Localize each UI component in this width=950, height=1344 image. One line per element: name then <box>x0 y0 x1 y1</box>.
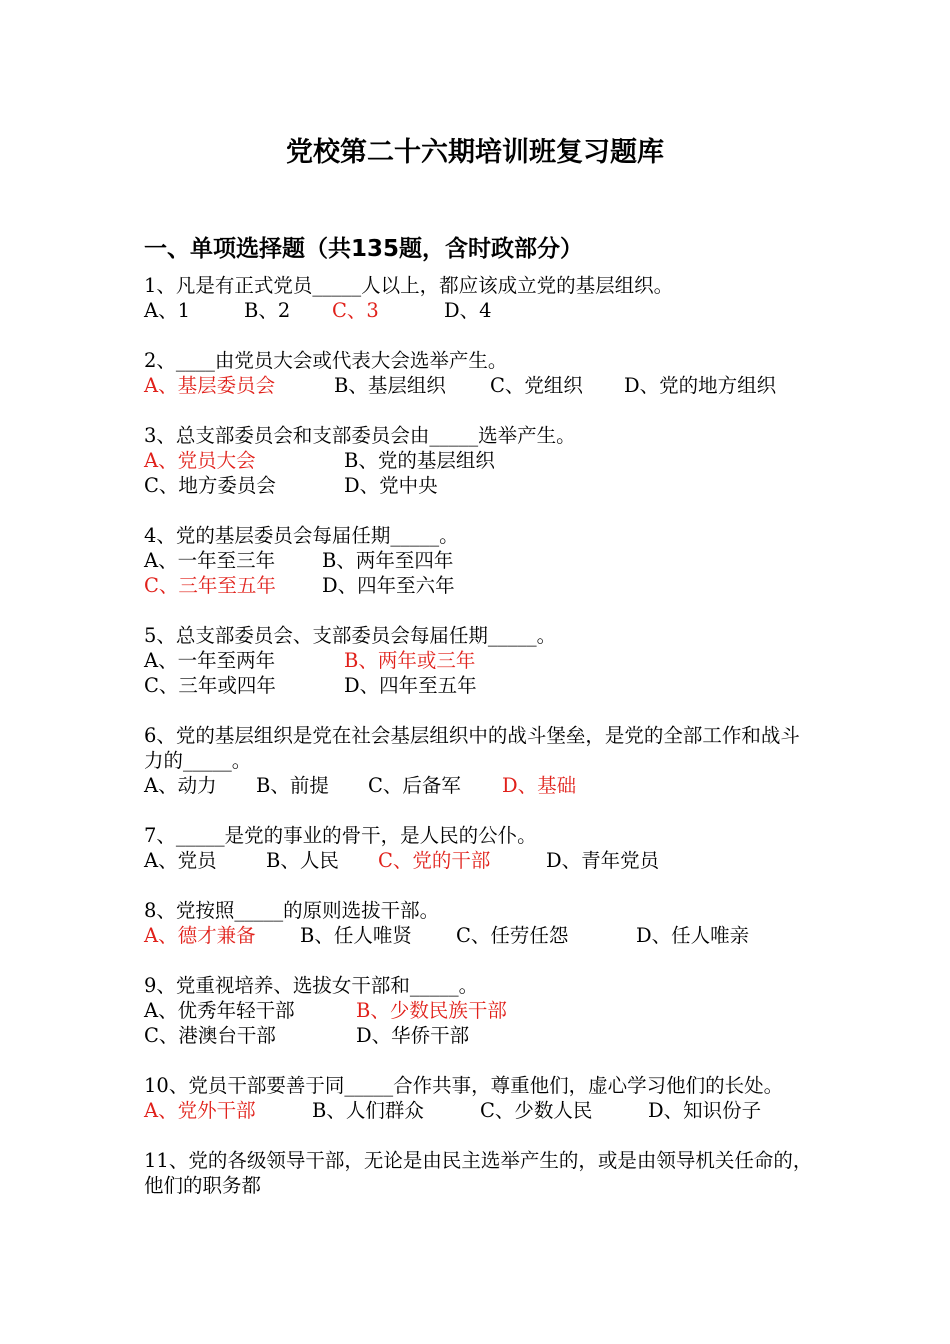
correct-answer-option: B、少数民族干部 <box>356 999 507 1022</box>
question-stem: 4、党的基层委员会每届任期_____。 <box>144 524 459 547</box>
question-item <box>144 973 814 1048</box>
question-item <box>144 348 814 398</box>
option-row <box>144 448 814 473</box>
correct-answer-option: A、党员大会 <box>144 449 256 472</box>
page-title: 党校第二十六期培训班复习题库 <box>286 137 664 168</box>
answer-option: D、青年党员 <box>546 849 660 872</box>
question-item <box>144 723 814 798</box>
answer-option: C、三年或四年 <box>144 674 276 697</box>
answer-option: A、动力 <box>144 774 217 797</box>
answer-option: D、党中央 <box>344 474 438 497</box>
answer-option: B、人们群众 <box>312 1099 424 1122</box>
correct-answer-option: A、党外干部 <box>144 1099 256 1122</box>
option-row <box>144 998 814 1023</box>
question-stem: 6、党的基层组织是党在社会基层组织中的战斗堡垒，是党的全部工作和战斗力的_____。 <box>144 724 800 772</box>
answer-option: B、人民 <box>266 849 339 872</box>
answer-option: A、一年至三年 <box>144 549 276 572</box>
option-row <box>144 648 814 673</box>
question-stem: 11、党的各级领导干部，无论是由民主选举产生的，或是由领导机关任命的，他们的职务都 <box>144 1149 813 1197</box>
answer-option: D、4 <box>444 299 492 322</box>
answer-option: B、前提 <box>256 774 329 797</box>
correct-answer-option: D、基础 <box>502 774 577 797</box>
question-stem: 8、党按照_____的原则选拔干部。 <box>144 899 440 922</box>
question-item <box>144 898 814 948</box>
question-list <box>144 273 814 1223</box>
answer-option: C、地方委员会 <box>144 474 276 497</box>
correct-answer-option: C、三年至五年 <box>144 574 276 597</box>
option-row <box>144 773 814 798</box>
correct-answer-option: A、德才兼备 <box>144 924 256 947</box>
question-item <box>144 523 814 598</box>
answer-option: D、四年至五年 <box>344 674 477 697</box>
correct-answer-option: B、两年或三年 <box>344 649 476 672</box>
answer-option: B、2 <box>244 299 291 322</box>
question-stem: 5、总支部委员会、支部委员会每届任期_____。 <box>144 624 557 647</box>
answer-option: A、优秀年轻干部 <box>144 999 295 1022</box>
option-row <box>144 298 814 323</box>
answer-option: C、港澳台干部 <box>144 1024 276 1047</box>
answer-option: D、任人唯亲 <box>636 924 750 947</box>
option-row <box>144 848 814 873</box>
answer-option: D、华侨干部 <box>356 1024 470 1047</box>
option-row <box>144 1098 814 1123</box>
option-row <box>144 473 814 498</box>
question-stem: 2、____由党员大会或代表大会选举产生。 <box>144 349 508 372</box>
answer-option: B、任人唯贤 <box>300 924 412 947</box>
option-row <box>144 923 814 948</box>
section-heading: 一、单项选择题（共135题，含时政部分） <box>144 236 584 262</box>
question-item <box>144 1073 814 1123</box>
option-row <box>144 373 814 398</box>
question-item <box>144 823 814 873</box>
answer-option: B、两年至四年 <box>322 549 454 572</box>
question-item <box>144 423 814 498</box>
question-item <box>144 623 814 698</box>
question-stem: 9、党重视培养、选拔女干部和_____。 <box>144 974 479 997</box>
question-item <box>144 273 814 323</box>
correct-answer-option: C、党的干部 <box>378 849 491 872</box>
question-stem: 3、总支部委员会和支部委员会由_____选举产生。 <box>144 424 576 447</box>
answer-option: A、党员 <box>144 849 217 872</box>
option-row <box>144 548 814 573</box>
question-stem: 10、党员干部要善于同_____合作共事，尊重他们，虚心学习他们的长处。 <box>144 1074 784 1097</box>
answer-option: C、党组织 <box>490 374 583 397</box>
correct-answer-option: A、基层委员会 <box>144 374 276 397</box>
answer-option: A、一年至两年 <box>144 649 276 672</box>
answer-option: C、任劳任怨 <box>456 924 569 947</box>
answer-option: D、党的地方组织 <box>624 374 777 397</box>
correct-answer-option: C、3 <box>332 299 379 322</box>
option-row <box>144 673 814 698</box>
answer-option: A、1 <box>144 299 190 322</box>
option-row <box>144 1023 814 1048</box>
question-stem: 7、_____是党的事业的骨干，是人民的公仆。 <box>144 824 537 847</box>
answer-option: C、少数人民 <box>480 1099 593 1122</box>
option-row <box>144 573 814 598</box>
answer-option: D、四年至六年 <box>322 574 455 597</box>
answer-option: C、后备军 <box>368 774 461 797</box>
answer-option: B、党的基层组织 <box>344 449 495 472</box>
question-stem: 1、凡是有正式党员_____人以上，都应该成立党的基层组织。 <box>144 274 674 297</box>
question-item <box>144 1148 814 1198</box>
answer-option: D、知识份子 <box>648 1099 762 1122</box>
answer-option: B、基层组织 <box>334 374 446 397</box>
